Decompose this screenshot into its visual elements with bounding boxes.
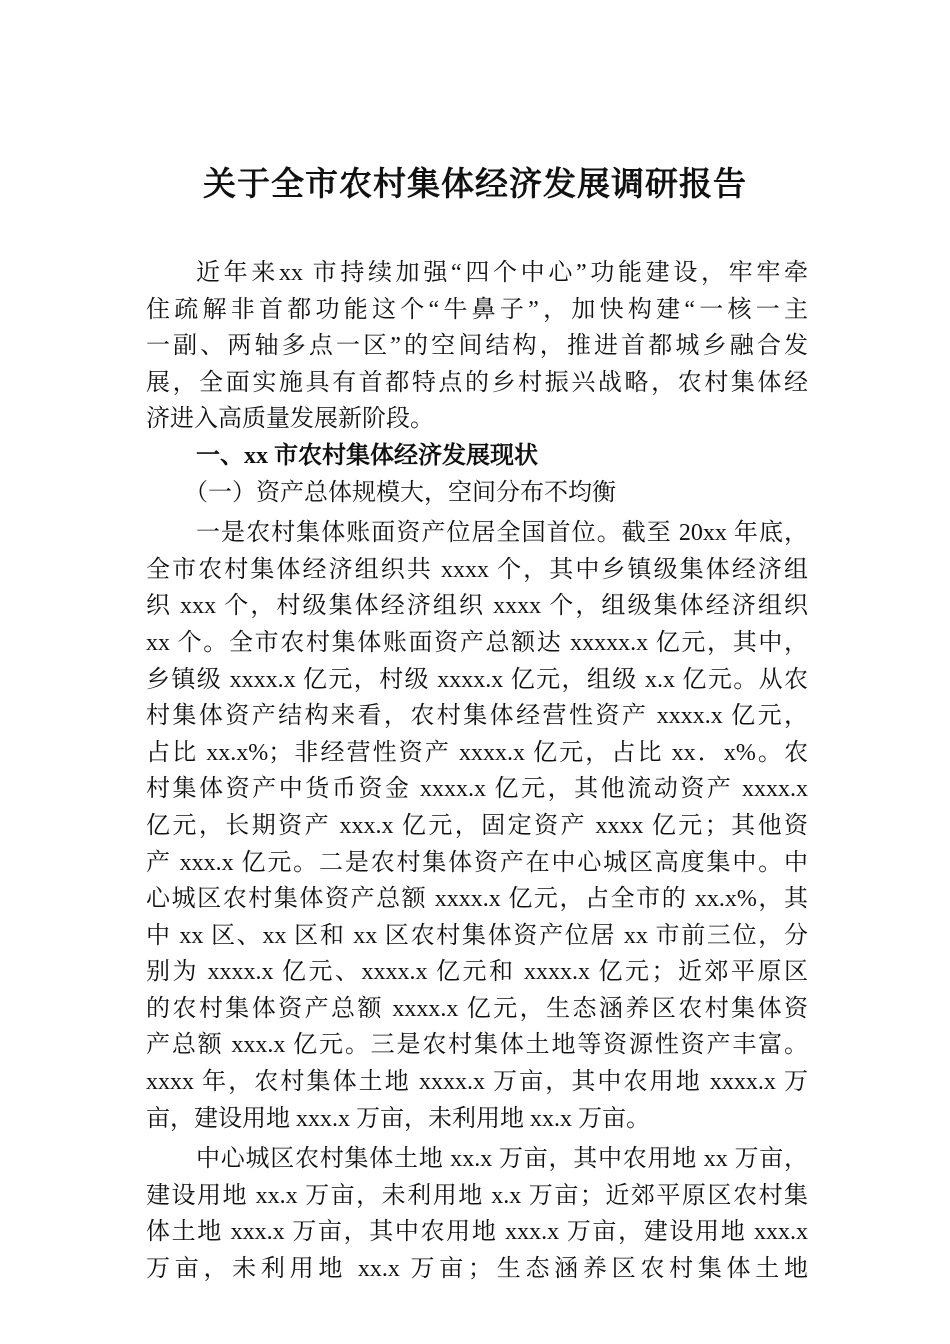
text-line: 一是农村集体账面资产位居全国首位。截至 20xx 年底，	[196, 520, 808, 547]
text-line: 中 xx 区、xx 区和 xx 区农村集体资产位居 xx 市前三位，分	[146, 922, 808, 949]
text-line: 产 xxx.x 亿元。二是农村集体资产在中心城区高度集中。中	[146, 849, 808, 876]
text-line: 亿元，长期资产 xxx.x 亿元，固定资产 xxxx 亿元；其他资	[146, 812, 808, 839]
paragraph	[146, 1141, 808, 1287]
text-line: 村集体资产结构来看，农村集体经营性资产 xxxx.x 亿元，	[146, 703, 808, 730]
paragraph	[146, 255, 808, 438]
text-line: 中心城区农村集体土地 xx.x 万亩，其中农用地 xx 万亩，	[196, 1146, 808, 1173]
text-line: 住疏解非首都功能这个“牛鼻子”，加快构建“一核一主	[146, 296, 808, 323]
text-line: 织 xxx 个，村级集体经济组织 xxxx 个，组级集体经济组织	[146, 593, 808, 620]
text-line: 展，全面实施具有首都特点的乡村振兴战略，农村集体经	[146, 369, 808, 396]
text-line: 体土地 xxx.x 万亩，其中农用地 xxx.x 万亩，建设用地 xxx.x	[146, 1219, 808, 1246]
subsection-heading	[146, 475, 808, 512]
text-line: 建设用地 xx.x 万亩，未利用地 x.x 万亩；近郊平原区农村集	[146, 1182, 808, 1209]
text-line: 一副、两轴多点一区”的空间结构，推进首都城乡融合发	[146, 333, 808, 360]
section-heading	[146, 438, 808, 475]
paragraph	[146, 515, 808, 1137]
text-line: 全市农村集体经济组织共 xxxx 个，其中乡镇级集体经济组	[146, 556, 808, 583]
text-line: xxxx 年，农村集体土地 xxxx.x 万亩，其中农用地 xxxx.x 万	[146, 1069, 808, 1096]
document-title: 关于全市农村集体经济发展调研报告	[203, 167, 747, 203]
document-body	[146, 255, 808, 1288]
text-line: 一、xx 市农村集体经济发展现状	[196, 442, 538, 469]
text-line: 万亩，未利用地 xx.x 万亩；生态涵养区农村集体土地	[146, 1256, 808, 1283]
text-line: 近年来xx 市持续加强“四个中心”功能建设，牢牢牵	[196, 260, 808, 286]
text-line: 占比 xx.x%；非经营性资产 xxxx.x 亿元，占比 xx．x%。农	[146, 739, 808, 766]
text-line: 的农村集体资产总额 xxxx.x 亿元，生态涵养区农村集体资	[146, 995, 808, 1022]
text-line: 亩，建设用地 xxx.x 万亩，未利用地 xx.x 万亩。	[146, 1105, 650, 1132]
text-line: xx 个。全市农村集体账面资产总额达 xxxxx.x 亿元，其中，	[146, 629, 808, 656]
text-line: 村集体资产中货币资金 xxxx.x 亿元，其他流动资产 xxxx.x	[146, 776, 808, 803]
text-line: 济进入高质量发展新阶段。	[146, 406, 434, 433]
text-line: 心城区农村集体资产总额 xxxx.x 亿元，占全市的 xx.x%，其	[146, 886, 808, 913]
text-line: 乡镇级 xxxx.x 亿元，村级 xxxx.x 亿元，组级 x.x 亿元。从农	[146, 666, 808, 693]
text-line: 别为 xxxx.x 亿元、xxxx.x 亿元和 xxxx.x 亿元；近郊平原区	[146, 959, 808, 986]
text-line: （一）资产总体规模大，空间分布不均衡	[184, 479, 616, 506]
text-line: 产总额 xxx.x 亿元。三是农村集体土地等资源性资产丰富。	[146, 1032, 808, 1059]
